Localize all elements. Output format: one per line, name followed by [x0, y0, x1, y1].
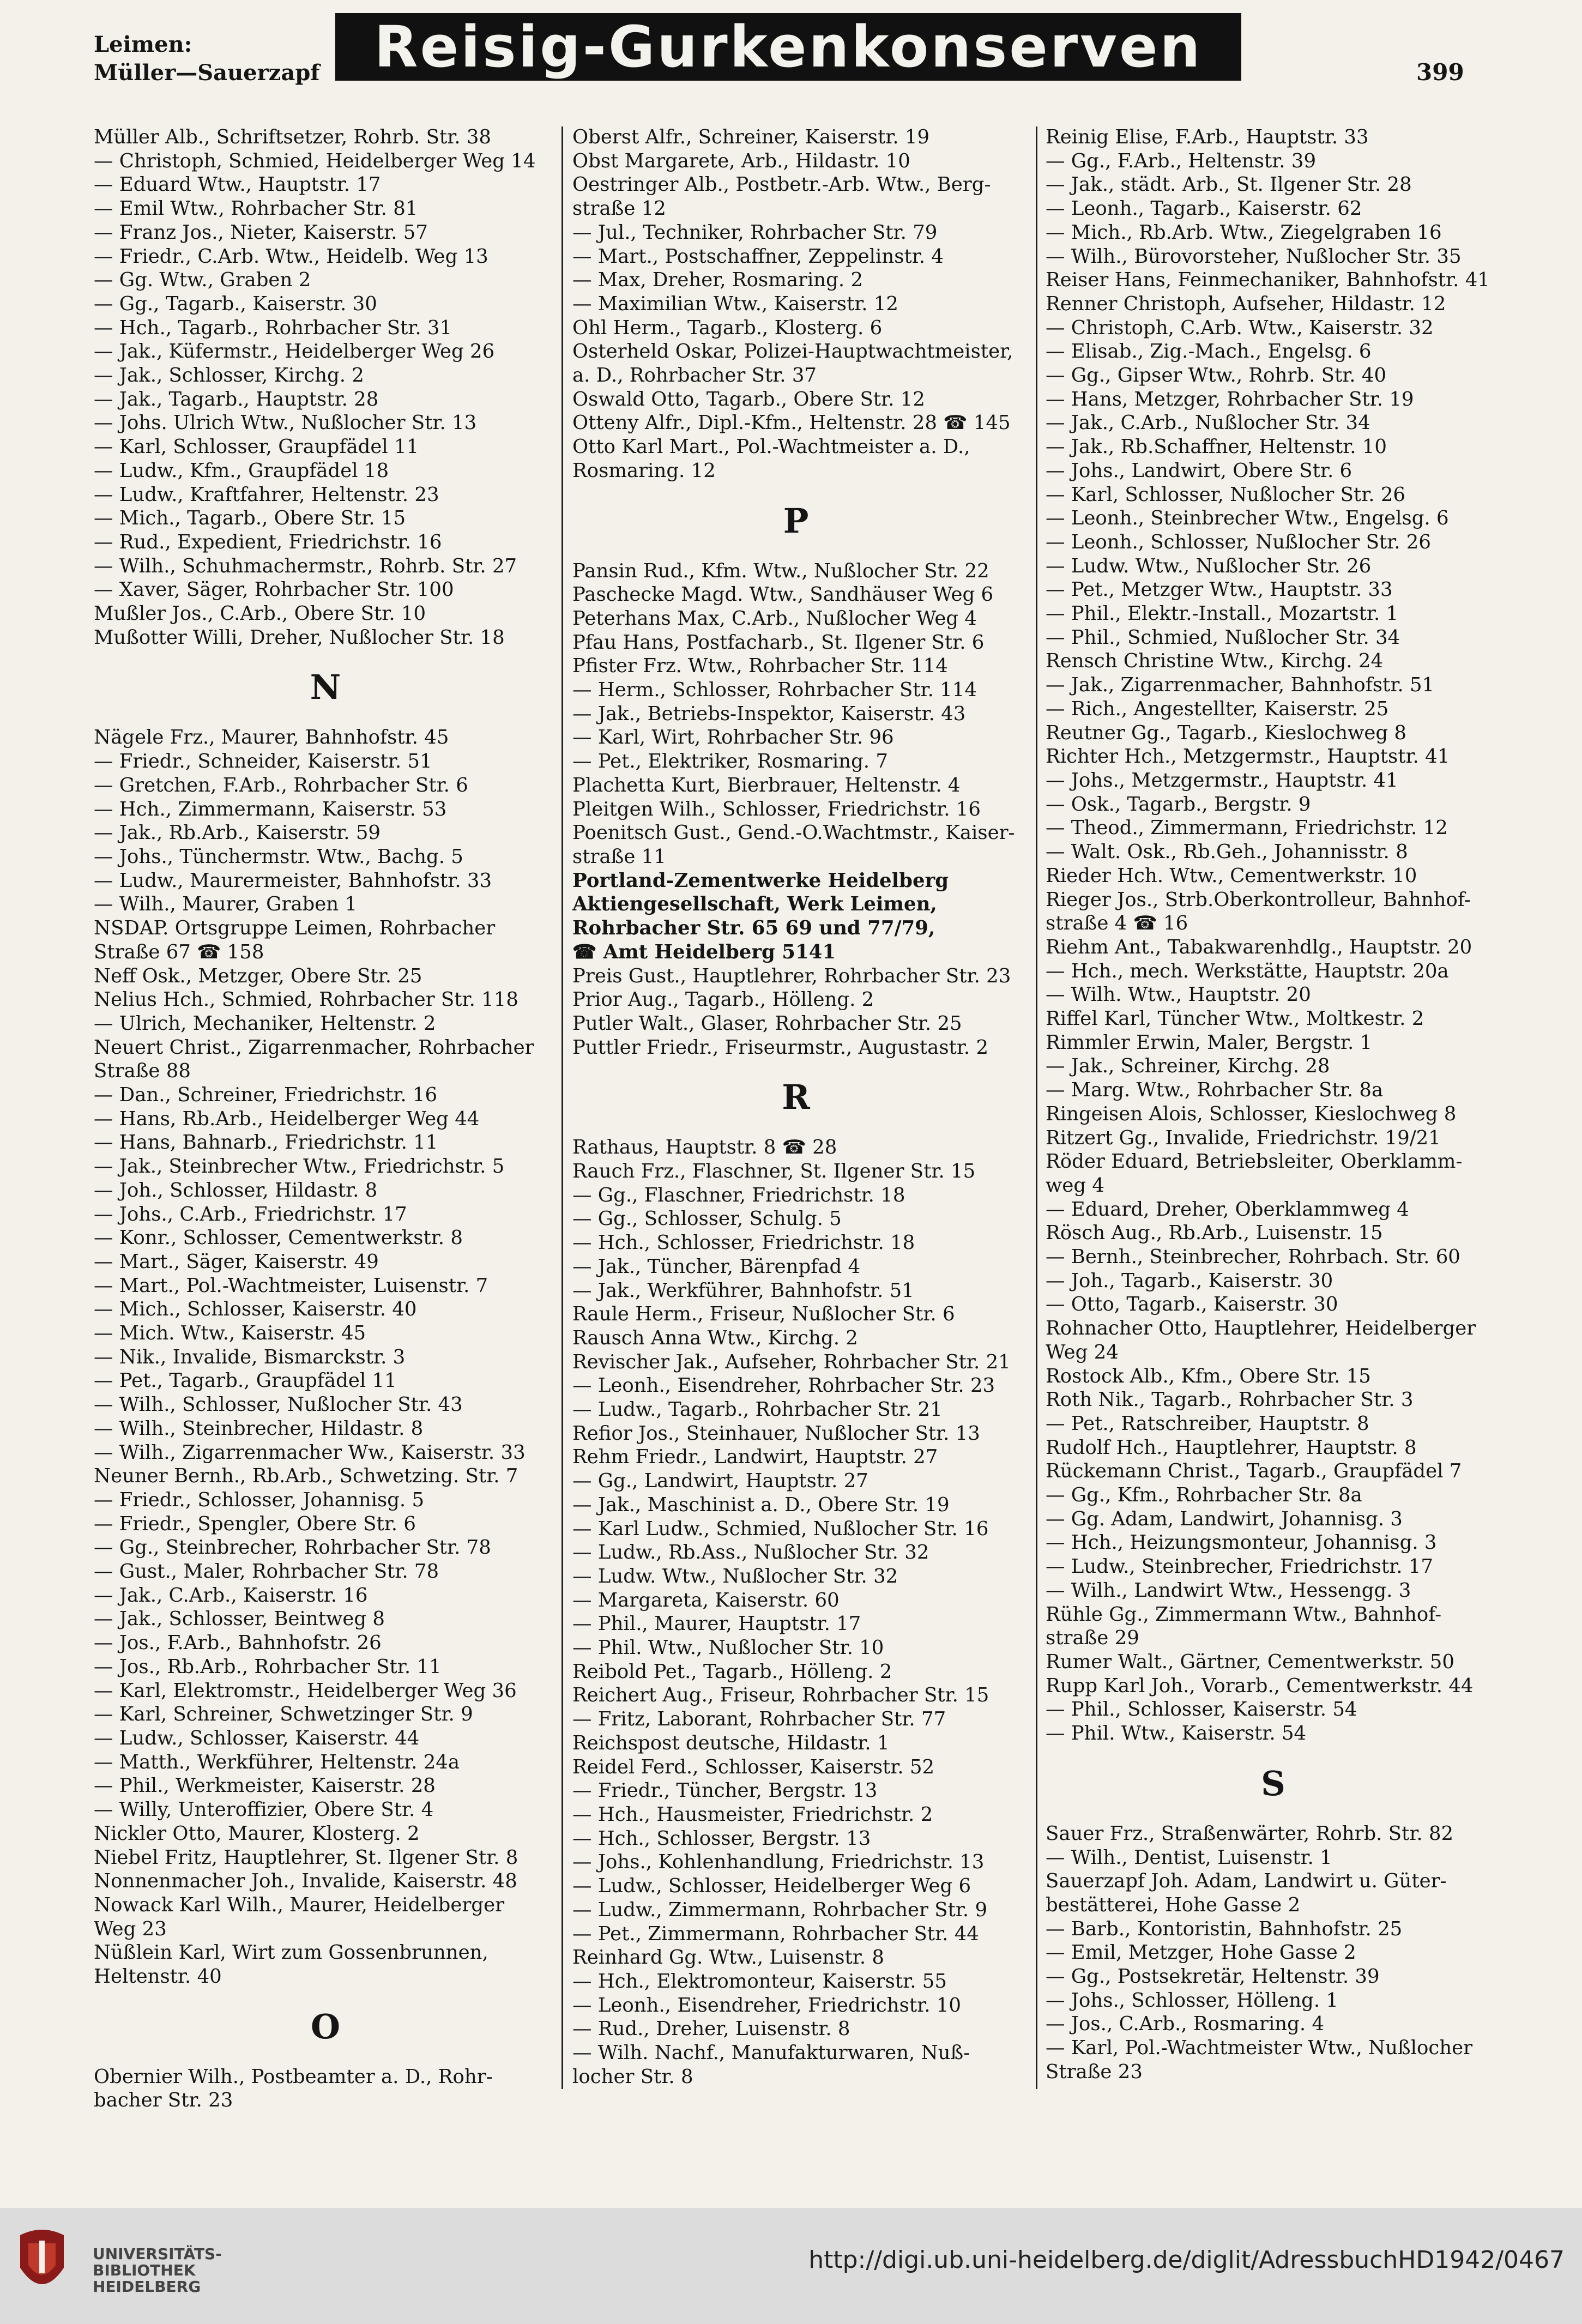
advertisement-banner: Reisig-Gurkenkonserven: [335, 13, 1241, 81]
directory-entry: — Xaver, Säger, Rohrbacher Str. 100: [94, 578, 454, 601]
directory-entry: Nägele Frz., Maurer, Bahnhofstr. 45: [94, 726, 449, 749]
directory-entry: — Mich., Tagarb., Obere Str. 15: [94, 507, 406, 530]
directory-entry: Nickler Otto, Maurer, Klosterg. 2: [94, 1822, 420, 1845]
directory-entry: — Gg., Steinbrecher, Rohrbacher Str. 78: [94, 1536, 491, 1559]
header-range: Müller—Sauerzapf: [94, 60, 320, 86]
directory-entry: Rathaus, Hauptstr. 8 ☎ 28: [572, 1136, 837, 1159]
page-number: 399: [1416, 59, 1464, 86]
directory-entry: Neuner Bernh., Rb.Arb., Schwetzing. Str. 7: [94, 1465, 518, 1488]
directory-entry: — Emil, Metzger, Hohe Gasse 2: [1046, 1941, 1356, 1964]
directory-entry: Rohrbacher Str. 65 69 und 77/79,: [572, 917, 935, 940]
directory-entry: Rudolf Hch., Hauptlehrer, Hauptstr. 8: [1046, 1436, 1417, 1459]
directory-entry: Rösch Aug., Rb.Arb., Luisenstr. 15: [1046, 1222, 1383, 1245]
directory-entry: Rieder Hch. Wtw., Cementwerkstr. 10: [1046, 864, 1417, 887]
section-heading-r: R: [782, 1077, 810, 1118]
directory-entry: — Rud., Expedient, Friedrichstr. 16: [94, 530, 442, 553]
directory-entry: — Leonh., Tagarb., Kaiserstr. 62: [1046, 197, 1362, 220]
directory-entry: — Gg., F.Arb., Heltenstr. 39: [1046, 149, 1317, 172]
directory-entry: — Margareta, Kaiserstr. 60: [572, 1589, 840, 1611]
directory-entry: — Ludw., Rb.Ass., Nußlocher Str. 32: [572, 1541, 929, 1564]
directory-entry: — Friedr., Spengler, Obere Str. 6: [94, 1512, 416, 1535]
directory-entry: — Fritz, Laborant, Rohrbacher Str. 77: [572, 1708, 946, 1731]
directory-entry: Oberst Alfr., Schreiner, Kaiserstr. 19: [572, 126, 930, 148]
directory-entry: — Jak., Steinbrecher Wtw., Friedrichstr. 5: [94, 1155, 505, 1178]
directory-entry: — Hch., Tagarb., Rohrbacher Str. 31: [94, 316, 452, 339]
directory-entry: — Otto, Tagarb., Kaiserstr. 30: [1046, 1293, 1338, 1316]
directory-entry: Pleitgen Wilh., Schlosser, Friedrichstr. 16: [572, 798, 981, 820]
directory-entry: — Pet., Metzger Wtw., Hauptstr. 33: [1046, 578, 1393, 601]
directory-entry: — Friedr., Tüncher, Bergstr. 13: [572, 1779, 878, 1802]
directory-entry: bacher Str. 23: [94, 2089, 233, 2112]
directory-entry: Putler Walt., Glaser, Rohrbacher Str. 25: [572, 1012, 962, 1035]
directory-entry: — Pet., Elektriker, Rosmaring. 7: [572, 750, 888, 773]
directory-entry: Rensch Christine Wtw., Kirchg. 24: [1046, 650, 1384, 673]
directory-entry: — Jos., Rb.Arb., Rohrbacher Str. 11: [94, 1655, 442, 1678]
directory-entry: Nowack Karl Wilh., Maurer, Heidelberger: [94, 1893, 505, 1916]
section-heading-o: O: [310, 2006, 340, 2047]
column-rule: [1036, 126, 1037, 2089]
directory-entry: — Jak., Tagarb., Hauptstr. 28: [94, 388, 379, 411]
directory-entry: Riffel Karl, Tüncher Wtw., Moltkestr. 2: [1046, 1007, 1424, 1030]
directory-entry: Rohnacher Otto, Hauptlehrer, Heidelberger: [1046, 1317, 1476, 1340]
directory-entry: ☎ Amt Heidelberg 5141: [572, 940, 836, 963]
directory-entry: — Ludw., Maurermeister, Bahnhofstr. 33: [94, 869, 492, 892]
directory-entry: Raule Herm., Friseur, Nußlocher Str. 6: [572, 1303, 955, 1326]
directory-entry: Niebel Fritz, Hauptlehrer, St. Ilgener Str. 8: [94, 1846, 518, 1869]
directory-entry: Obst Margarete, Arb., Hildastr. 10: [572, 149, 910, 172]
directory-entry: — Jul., Techniker, Rohrbacher Str. 79: [572, 221, 938, 244]
directory-entry: — Jak., Schlosser, Kirchg. 2: [94, 364, 364, 387]
directory-entry: — Hch., mech. Werkstätte, Hauptstr. 20a: [1046, 959, 1449, 982]
directory-entry: Richter Hch., Metzgermstr., Hauptstr. 41: [1046, 745, 1450, 768]
directory-entry: — Gg., Postsekretär, Heltenstr. 39: [1046, 1965, 1380, 1988]
directory-entry: — Karl Ludw., Schmied, Nußlocher Str. 16: [572, 1517, 989, 1540]
directory-entry: — Leonh., Schlosser, Nußlocher Str. 26: [1046, 530, 1431, 553]
directory-entry: — Ludw., Schlosser, Kaiserstr. 44: [94, 1727, 420, 1749]
directory-entry: Rückemann Christ., Tagarb., Graupfädel 7: [1046, 1460, 1462, 1483]
directory-entry: bestätterei, Hohe Gasse 2: [1046, 1893, 1301, 1916]
directory-entry: — Elisab., Zig.-Mach., Engelsg. 6: [1046, 340, 1372, 363]
section-heading-p: P: [783, 500, 809, 541]
directory-entry: — Joh., Schlosser, Hildastr. 8: [94, 1179, 378, 1202]
directory-entry: — Phil., Schmied, Nußlocher Str. 34: [1046, 626, 1400, 649]
directory-entry: Rimmler Erwin, Maler, Bergstr. 1: [1046, 1031, 1373, 1054]
directory-entry: — Rud., Dreher, Luisenstr. 8: [572, 2018, 850, 2041]
directory-entry: — Wilh., Bürovorsteher, Nußlocher Str. 35: [1046, 245, 1462, 268]
directory-entry: straße 4 ☎ 16: [1046, 912, 1188, 935]
directory-entry: — Jak., C.Arb., Nußlocher Str. 34: [1046, 412, 1370, 434]
directory-entry: — Leonh., Steinbrecher Wtw., Engelsg. 6: [1046, 507, 1449, 530]
column-rule: [561, 126, 563, 2089]
directory-entry: — Eduard Wtw., Hauptstr. 17: [94, 173, 381, 196]
directory-entry: Ringeisen Alois, Schlosser, Kieslochweg 8: [1046, 1102, 1457, 1125]
directory-entry: Pfister Frz. Wtw., Rohrbacher Str. 114: [572, 655, 948, 678]
directory-entry: — Johs., Metzgermstr., Hauptstr. 41: [1046, 769, 1398, 792]
directory-entry: — Wilh., Steinbrecher, Hildastr. 8: [94, 1417, 424, 1440]
directory-entry: Obernier Wilh., Postbeamter a. D., Rohr-: [94, 2065, 493, 2088]
directory-entry: — Gust., Maler, Rohrbacher Str. 78: [94, 1560, 439, 1583]
directory-entry: — Ludw., Steinbrecher, Friedrichstr. 17: [1046, 1555, 1433, 1578]
directory-entry: — Karl, Wirt, Rohrbacher Str. 96: [572, 726, 894, 749]
directory-entry: — Ludw. Wtw., Nußlocher Str. 32: [572, 1565, 898, 1587]
directory-entry: Revischer Jak., Aufseher, Rohrbacher Str. 21: [572, 1350, 1011, 1373]
directory-entry: — Gg., Gipser Wtw., Rohrb. Str. 40: [1046, 364, 1387, 387]
directory-entry: — Ludw., Kraftfahrer, Heltenstr. 23: [94, 483, 439, 506]
directory-entry: Weg 23: [94, 1917, 167, 1940]
directory-entry: — Franz Jos., Nieter, Kaiserstr. 57: [94, 221, 428, 244]
directory-entry: Rumer Walt., Gärtner, Cementwerkstr. 50: [1046, 1651, 1454, 1673]
directory-entry: — Jak., Zigarrenmacher, Bahnhofstr. 51: [1046, 674, 1435, 697]
directory-entry: Rostock Alb., Kfm., Obere Str. 15: [1046, 1365, 1371, 1387]
directory-entry: — Theod., Zimmermann, Friedrichstr. 12: [1046, 817, 1448, 840]
directory-entry: — Johs. Ulrich Wtw., Nußlocher Str. 13: [94, 412, 477, 434]
directory-entry: Otto Karl Mart., Pol.-Wachtmeister a. D.,: [572, 436, 970, 458]
directory-entry: — Hch., Schlosser, Friedrichstr. 18: [572, 1232, 915, 1254]
directory-entry: — Mich., Schlosser, Kaiserstr. 40: [94, 1298, 417, 1321]
directory-entry: — Wilh. Wtw., Hauptstr. 20: [1046, 983, 1311, 1006]
directory-entry: — Nik., Invalide, Bismarckstr. 3: [94, 1345, 406, 1368]
directory-entry: — Ludw., Zimmermann, Rohrbacher Str. 9: [572, 1898, 988, 1921]
directory-entry: Plachetta Kurt, Bierbrauer, Heltenstr. 4: [572, 774, 961, 796]
directory-entry: Rauch Frz., Flaschner, St. Ilgener Str. 15: [572, 1160, 976, 1183]
directory-entry: — Jos., F.Arb., Bahnhofstr. 26: [94, 1632, 382, 1655]
directory-entry: — Jak., Rb.Arb., Kaiserstr. 59: [94, 822, 381, 844]
directory-entry: — Eduard, Dreher, Oberklammweg 4: [1046, 1198, 1409, 1221]
directory-entry: locher Str. 8: [572, 2065, 693, 2088]
directory-entry: — Wilh., Landwirt Wtw., Hessengg. 3: [1046, 1579, 1411, 1602]
directory-entry: — Leonh., Eisendreher, Friedrichstr. 10: [572, 1994, 961, 2017]
directory-entry: — Phil., Werkmeister, Kaiserstr. 28: [94, 1774, 436, 1797]
directory-entry: Reichert Aug., Friseur, Rohrbacher Str. 15: [572, 1684, 989, 1707]
directory-entry: — Phil., Schlosser, Kaiserstr. 54: [1046, 1698, 1357, 1721]
directory-entry: Reutner Gg., Tagarb., Kieslochweg 8: [1046, 721, 1407, 744]
directory-entry: Portland-Zementwerke Heidelberg: [572, 869, 949, 892]
directory-entry: — Wilh., Zigarrenmacher Ww., Kaiserstr. 33: [94, 1441, 526, 1464]
directory-entry: — Gg., Flaschner, Friedrichstr. 18: [572, 1184, 905, 1206]
viewer-footer: [0, 2208, 1582, 2324]
column-3: [1046, 125, 1501, 2084]
directory-entry: Sauer Frz., Straßenwärter, Rohrb. Str. 82: [1046, 1822, 1454, 1845]
directory-entry: — Willy, Unteroffizier, Obere Str. 4: [94, 1798, 434, 1821]
directory-entry: — Karl, Pol.-Wachtmeister Wtw., Nußlocher: [1046, 2037, 1473, 2060]
directory-entry: — Osk., Tagarb., Bergstr. 9: [1046, 793, 1311, 816]
directory-entry: — Jak., Schlosser, Beintweg 8: [94, 1608, 385, 1631]
directory-entry: — Hch., Zimmermann, Kaiserstr. 53: [94, 798, 447, 820]
directory-entry: straße 29: [1046, 1627, 1139, 1650]
institution-line: UNIVERSITÄTS-: [93, 2245, 222, 2263]
section-heading-n: N: [310, 667, 341, 708]
directory-entry: Reidel Ferd., Schlosser, Kaiserstr. 52: [572, 1755, 935, 1778]
directory-entry: Riehm Ant., Tabakwarenhdlg., Hauptstr. 20: [1046, 935, 1472, 958]
directory-entry: Reibold Pet., Tagarb., Hölleng. 2: [572, 1660, 892, 1683]
directory-entry: — Ludw., Tagarb., Rohrbacher Str. 21: [572, 1398, 943, 1421]
directory-entry: straße 12: [572, 197, 666, 220]
header-place: Leimen:: [94, 32, 192, 57]
directory-entry: Rehm Friedr., Landwirt, Hauptstr. 27: [572, 1446, 938, 1469]
directory-entry: Nüßlein Karl, Wirt zum Gossenbrunnen,: [94, 1941, 488, 1964]
directory-entry: Rühle Gg., Zimmermann Wtw., Bahnhof-: [1046, 1603, 1442, 1626]
directory-entry: — Johs., Tünchermstr. Wtw., Bachg. 5: [94, 845, 463, 868]
directory-entry: Reinig Elise, F.Arb., Hauptstr. 33: [1046, 126, 1369, 148]
directory-entry: — Mart., Pol.-Wachtmeister, Luisenstr. 7: [94, 1274, 488, 1297]
directory-entry: — Gg., Landwirt, Hauptstr. 27: [572, 1470, 868, 1493]
directory-entry: — Ulrich, Mechaniker, Heltenstr. 2: [94, 1012, 436, 1035]
directory-entry: — Pet., Zimmermann, Rohrbacher Str. 44: [572, 1922, 979, 1945]
directory-entry: Osterheld Oskar, Polizei-Hauptwachtmeister,: [572, 340, 1013, 363]
directory-entry: — Jak., Werkführer, Bahnhofstr. 51: [572, 1279, 914, 1302]
directory-entry: — Gg., Kfm., Rohrbacher Str. 8a: [1046, 1484, 1362, 1507]
directory-entry: Heltenstr. 40: [94, 1965, 222, 1988]
directory-entry: — Maximilian Wtw., Kaiserstr. 12: [572, 292, 899, 315]
directory-entry: — Jak., städt. Arb., St. Ilgener Str. 28: [1046, 173, 1412, 196]
directory-entry: — Konr., Schlosser, Cementwerkstr. 8: [94, 1227, 463, 1249]
directory-entry: Rieger Jos., Strb.Oberkontrolleur, Bahnhof-: [1046, 888, 1471, 911]
directory-entry: Peterhans Max, C.Arb., Nußlocher Weg 4: [572, 607, 977, 630]
directory-entry: Neff Osk., Metzger, Obere Str. 25: [94, 964, 422, 987]
directory-entry: — Marg. Wtw., Rohrbacher Str. 8a: [1046, 1079, 1384, 1102]
directory-entry: — Johs., Landwirt, Obere Str. 6: [1046, 459, 1352, 482]
directory-entry: — Gg., Schlosser, Schulg. 5: [572, 1208, 842, 1230]
directory-entry: — Hans, Bahnarb., Friedrichstr. 11: [94, 1131, 438, 1154]
directory-entry: Ritzert Gg., Invalide, Friedrichstr. 19/21: [1046, 1126, 1441, 1149]
directory-entry: — Wilh., Dentist, Luisenstr. 1: [1046, 1846, 1332, 1869]
directory-entry: — Emil Wtw., Rohrbacher Str. 81: [94, 197, 418, 220]
institution-line: BIBLIOTHEK: [93, 2261, 196, 2279]
directory-entry: Röder Eduard, Betriebsleiter, Oberklamm-: [1046, 1150, 1463, 1173]
directory-entry: — Hch., Hausmeister, Friedrichstr. 2: [572, 1803, 933, 1826]
column-1: [94, 125, 557, 2112]
directory-entry: Refior Jos., Steinhauer, Nußlocher Str. 13: [572, 1422, 980, 1445]
section-heading-s: S: [1261, 1763, 1285, 1803]
directory-entry: Poenitsch Gust., Gend.-O.Wachtmstr., Kaiser-: [572, 822, 1015, 844]
directory-entry: — Jak., Rb.Schaffner, Heltenstr. 10: [1046, 436, 1387, 458]
directory-entry: — Hch., Elektromonteur, Kaiserstr. 55: [572, 1970, 947, 1993]
directory-entry: — Jak., Schreiner, Kirchg. 28: [1046, 1055, 1330, 1078]
directory-entry: Müller Alb., Schriftsetzer, Rohrb. Str. 38: [94, 126, 492, 148]
directory-entry: — Mich. Wtw., Kaiserstr. 45: [94, 1322, 366, 1345]
institution-name: [93, 2246, 222, 2295]
directory-entry: NSDAP. Ortsgruppe Leimen, Rohrbacher: [94, 917, 496, 940]
directory-entry: — Gg. Adam, Landwirt, Johannisg. 3: [1046, 1507, 1403, 1530]
directory-entry: Reiser Hans, Feinmechaniker, Bahnhofstr. 41: [1046, 269, 1490, 292]
directory-entry: — Leonh., Eisendreher, Rohrbacher Str. 23: [572, 1374, 995, 1397]
directory-entry: Prior Aug., Tagarb., Hölleng. 2: [572, 988, 874, 1011]
directory-entry: — Johs., C.Arb., Friedrichstr. 17: [94, 1203, 407, 1226]
directory-entry: Neuert Christ., Zigarrenmacher, Rohrbacher: [94, 1036, 534, 1059]
column-2: [572, 125, 1019, 2088]
institution-line: HEIDELBERG: [93, 2278, 201, 2296]
directory-entry: — Max, Dreher, Rosmaring. 2: [572, 269, 864, 292]
directory-entry: — Karl, Elektromstr., Heidelberger Weg 36: [94, 1679, 517, 1702]
directory-entry: Reichspost deutsche, Hildastr. 1: [572, 1731, 890, 1754]
directory-entry: Aktiengesellschaft, Werk Leimen,: [572, 893, 937, 916]
directory-entry: — Friedr., C.Arb. Wtw., Heidelb. Weg 13: [94, 245, 488, 268]
directory-entry: — Rich., Angestellter, Kaiserstr. 25: [1046, 697, 1389, 720]
directory-entry: Weg 24: [1046, 1341, 1119, 1363]
directory-entry: — Gg., Tagarb., Kaiserstr. 30: [94, 292, 377, 315]
directory-entry: — Mich., Rb.Arb. Wtw., Ziegelgraben 16: [1046, 221, 1442, 244]
directory-entry: Nonnenmacher Joh., Invalide, Kaiserstr. 48: [94, 1870, 517, 1893]
directory-entry: Oestringer Alb., Postbetr.-Arb. Wtw., Berg-: [572, 173, 991, 196]
directory-entry: — Phil., Elektr.-Install., Mozartstr. 1: [1046, 602, 1399, 625]
directory-entry: Straße 88: [94, 1060, 191, 1083]
directory-entry: — Hch., Schlosser, Bergstr. 13: [572, 1827, 871, 1850]
directory-entry: — Joh., Tagarb., Kaiserstr. 30: [1046, 1269, 1333, 1292]
directory-entry: — Gg. Wtw., Graben 2: [94, 269, 311, 292]
directory-entry: Oswald Otto, Tagarb., Obere Str. 12: [572, 388, 925, 411]
directory-entry: Ohl Herm., Tagarb., Klosterg. 6: [572, 316, 883, 339]
directory-entry: Straße 67 ☎ 158: [94, 940, 264, 963]
directory-entry: — Jak., Küfermstr., Heidelberger Weg 26: [94, 340, 495, 363]
directory-entry: weg 4: [1046, 1174, 1104, 1197]
directory-entry: — Gretchen, F.Arb., Rohrbacher Str. 6: [94, 774, 468, 796]
directory-entry: — Jak., Betriebs-Inspektor, Kaiserstr. 43: [572, 702, 966, 725]
directory-entry: Reinhard Gg. Wtw., Luisenstr. 8: [572, 1946, 884, 1969]
university-seal-icon: [12, 2224, 72, 2306]
directory-entry: — Walt. Osk., Rb.Geh., Johannisstr. 8: [1046, 841, 1408, 864]
directory-entry: — Hans, Rb.Arb., Heidelberger Weg 44: [94, 1107, 480, 1130]
directory-entry: — Hans, Metzger, Rohrbacher Str. 19: [1046, 388, 1414, 411]
directory-entry: — Hch., Heizungsmonteur, Johannisg. 3: [1046, 1531, 1437, 1554]
directory-entry: Pfau Hans, Postfacharb., St. Ilgener Str. 6: [572, 631, 985, 654]
directory-entry: — Phil., Maurer, Hauptstr. 17: [572, 1613, 861, 1635]
directory-entry: — Herm., Schlosser, Rohrbacher Str. 114: [572, 679, 977, 702]
directory-entry: Paschecke Magd. Wtw., Sandhäuser Weg 6: [572, 583, 994, 606]
directory-entry: Preis Gust., Hauptlehrer, Rohrbacher Str. 23: [572, 964, 1011, 987]
directory-entry: — Dan., Schreiner, Friedrichstr. 16: [94, 1084, 438, 1107]
directory-entry: — Wilh., Schlosser, Nußlocher Str. 43: [94, 1393, 463, 1416]
directory-entry: — Karl, Schlosser, Graupfädel 11: [94, 436, 419, 458]
permalink-url[interactable]: http://digi.ub.uni-heidelberg.de/diglit/AdressbuchHD1942/0467: [808, 2246, 1565, 2274]
directory-entry: — Christoph, Schmied, Heidelberger Weg 14: [94, 149, 536, 172]
directory-entry: — Bernh., Steinbrecher, Rohrbach. Str. 60: [1046, 1246, 1460, 1269]
directory-entry: — Jak., Maschinist a. D., Obere Str. 19: [572, 1493, 950, 1516]
directory-entry: Rosmaring. 12: [572, 459, 716, 482]
directory-entry: Sauerzapf Joh. Adam, Landwirt u. Güter-: [1046, 1870, 1447, 1893]
directory-entry: — Wilh., Maurer, Graben 1: [94, 893, 358, 916]
directory-entry: a. D., Rohrbacher Str. 37: [572, 364, 817, 387]
directory-entry: — Karl, Schreiner, Schwetzinger Str. 9: [94, 1703, 473, 1726]
directory-entry: Otteny Alfr., Dipl.-Kfm., Heltenstr. 28 ☎ 145: [572, 412, 1011, 434]
running-header: [94, 31, 320, 87]
directory-entry: Roth Nik., Tagarb., Rohrbacher Str. 3: [1046, 1389, 1414, 1411]
directory-entry: Mußler Jos., C.Arb., Obere Str. 10: [94, 602, 426, 625]
directory-entry: — Ludw., Kfm., Graupfädel 18: [94, 459, 389, 482]
directory-entry: — Pet., Tagarb., Graupfädel 11: [94, 1369, 397, 1392]
directory-entry: — Barb., Kontoristin, Bahnhofstr. 25: [1046, 1917, 1403, 1940]
directory-entry: — Christoph, C.Arb. Wtw., Kaiserstr. 32: [1046, 316, 1434, 339]
directory-entry: — Jak., C.Arb., Kaiserstr. 16: [94, 1584, 368, 1607]
directory-entry: — Wilh. Nachf., Manufakturwaren, Nuß-: [572, 2042, 970, 2065]
directory-entry: Pansin Rud., Kfm. Wtw., Nußlocher Str. 22: [572, 559, 989, 582]
directory-entry: — Mart., Säger, Kaiserstr. 49: [94, 1250, 379, 1273]
directory-entry: — Ludw. Wtw., Nußlocher Str. 26: [1046, 554, 1372, 577]
directory-entry: Mußotter Willi, Dreher, Nußlocher Str. 18: [94, 626, 505, 649]
directory-entry: Renner Christoph, Aufseher, Hildastr. 12: [1046, 292, 1446, 315]
directory-entry: — Jak., Tüncher, Bärenpfad 4: [572, 1255, 861, 1278]
directory-entry: — Matth., Werkführer, Heltenstr. 24a: [94, 1750, 460, 1773]
directory-entry: — Phil. Wtw., Kaiserstr. 54: [1046, 1722, 1307, 1745]
directory-entry: — Wilh., Schuhmachermstr., Rohrb. Str. 27: [94, 554, 517, 577]
directory-entry: — Johs., Kohlenhandlung, Friedrichstr. 13: [572, 1851, 985, 1874]
directory-entry: — Mart., Postschaffner, Zeppelinstr. 4: [572, 245, 944, 268]
directory-entry: — Friedr., Schneider, Kaiserstr. 51: [94, 750, 432, 773]
directory-entry: Rupp Karl Joh., Vorarb., Cementwerkstr. 44: [1046, 1674, 1474, 1697]
directory-entry: Nelius Hch., Schmied, Rohrbacher Str. 118: [94, 988, 518, 1011]
directory-entry: Straße 23: [1046, 2060, 1143, 2083]
directory-entry: — Jos., C.Arb., Rosmaring. 4: [1046, 2013, 1325, 2036]
directory-entry: Puttler Friedr., Friseurmstr., Augustastr. 2: [572, 1036, 989, 1059]
directory-entry: — Phil. Wtw., Nußlocher Str. 10: [572, 1637, 884, 1659]
directory-entry: — Karl, Schlosser, Nußlocher Str. 26: [1046, 483, 1406, 506]
directory-entry: — Ludw., Schlosser, Heidelberger Weg 6: [572, 1875, 971, 1898]
directory-entry: Rausch Anna Wtw., Kirchg. 2: [572, 1326, 858, 1349]
directory-entry: straße 11: [572, 845, 666, 868]
directory-entry: — Johs., Schlosser, Hölleng. 1: [1046, 1989, 1338, 2012]
directory-entry: — Friedr., Schlosser, Johannisg. 5: [94, 1488, 425, 1511]
directory-entry: — Pet., Ratschreiber, Hauptstr. 8: [1046, 1412, 1369, 1435]
